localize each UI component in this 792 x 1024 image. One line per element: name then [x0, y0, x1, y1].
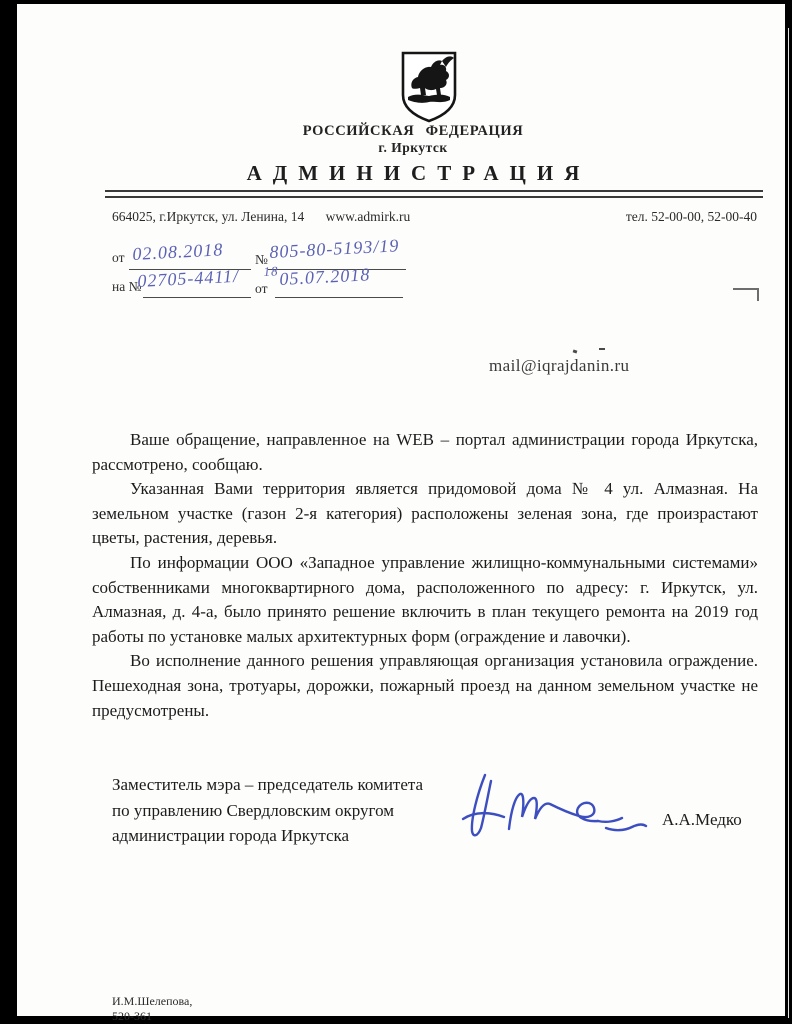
header-double-rule	[105, 190, 763, 198]
signer-position	[112, 772, 482, 849]
executor-name: И.М.Шелепова,	[112, 994, 193, 1008]
scan-speck	[599, 348, 605, 350]
body-paragraph: Ваше обращение, направленное на WEB – портал администрации города Иркутска, рассмотрено, сообщаю.	[92, 430, 758, 474]
website-text: www.admirk.ru	[325, 209, 411, 224]
body-paragraph: По информации ООО «Западное управление жилищно-коммунальными системами» собственниками многоквартирного дома, расположенного по адресу: г. Иркутск, ул. Алмазная, д. 4-а, было принято решение включить в план текущего ремонта на 2019 год работы по установке малых архитектурных форм (ограждение и лавочки).	[92, 552, 758, 646]
executor-block	[112, 994, 192, 1023]
postal-address: 664025, г.Иркутск, ул. Ленина, 14	[112, 209, 305, 224]
handwritten-outgoing-number: 805-80-5193/19	[268, 235, 400, 263]
handwritten-signature-icon	[457, 767, 657, 847]
handwritten-incoming-number-suffix: 18	[263, 263, 279, 280]
body-paragraph: Во исполнение данного решения управляющая организация установила ограждение. Пешеходная зона, тротуары, дорожки, пожарный проезд на данном земельном участке не предусмотрены.	[92, 651, 758, 720]
document-page	[17, 4, 785, 1023]
scan-speck	[573, 349, 578, 353]
recipient-email: mail@iqrajdanin.ru	[489, 356, 630, 375]
signer-position-line: Заместитель мэра – председатель комитета	[112, 775, 424, 794]
body-paragraph: Указанная Вами территория является придомовой дома № 4 ул. Алмазная. На земельном участке (газон 2-я категория) расположены зеленая зона, где произрастают цветы, растения, деревья.	[92, 479, 758, 548]
handwritten-outgoing-date: 02.08.2018	[131, 239, 224, 265]
header-phone: тел. 52-00-00, 52-00-40	[625, 209, 757, 224]
ref-on-number-label: на №	[112, 279, 142, 294]
ref-incoming-from-label: от	[255, 281, 268, 296]
letter-body	[92, 428, 758, 723]
corner-crop-mark	[733, 288, 759, 301]
signer-position-line: по управлению Свердловским округом	[112, 800, 395, 820]
ref-from-label: от	[112, 250, 125, 265]
signer-position-line: администрации города Иркутска	[112, 826, 350, 845]
signer-name: А.А.Медко	[662, 810, 742, 829]
header-city: г. Иркутск	[378, 140, 448, 155]
handwritten-incoming-number: 02705-4411/	[136, 265, 240, 292]
header-country: РОССИЙСКАЯ ФЕДЕРАЦИЯ	[302, 123, 524, 139]
ref-number-label: №	[255, 252, 268, 267]
ref-incoming-number-underline	[143, 296, 251, 298]
ref-incoming-date-underline	[275, 296, 403, 298]
irkutsk-coat-of-arms-icon	[399, 50, 459, 124]
executor-phone: 520-361	[112, 1008, 152, 1023]
handwritten-incoming-date: 05.07.2018	[278, 264, 371, 290]
org-title: АДМИНИСТРАЦИЯ	[246, 161, 591, 185]
